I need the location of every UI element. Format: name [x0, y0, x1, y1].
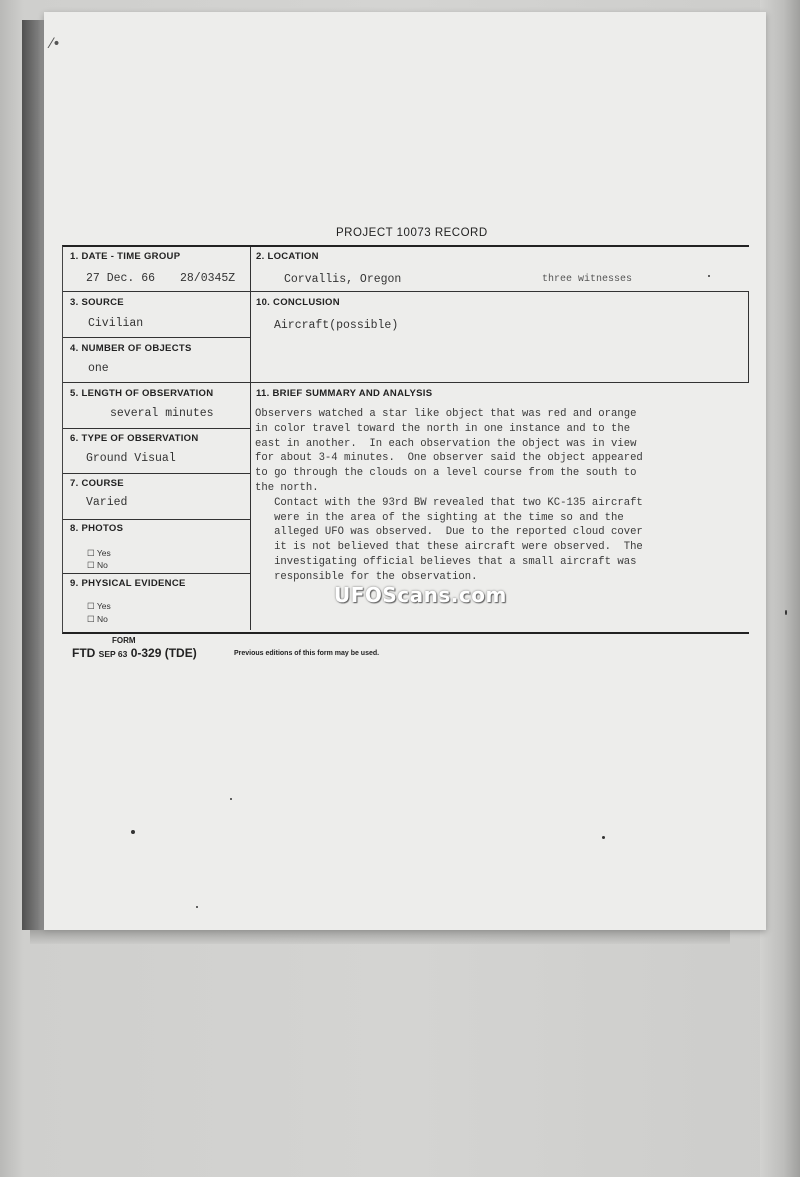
conclusion-label: 10. CONCLUSION	[256, 297, 340, 308]
physical-evidence-yes-label: Yes	[96, 601, 111, 611]
row-divider-1	[63, 291, 749, 292]
checkbox-icon: ☐	[87, 601, 95, 611]
photos-yes-label: Yes	[96, 548, 111, 558]
number-of-objects-value: one	[88, 362, 109, 375]
course-value: Varied	[86, 496, 128, 509]
physical-evidence-label: 9. PHYSICAL EVIDENCE	[70, 578, 186, 589]
scan-speck	[230, 798, 232, 800]
summary-line: Observers watched a star like object that was red and orange	[255, 408, 637, 420]
row-divider-7	[63, 573, 250, 574]
conclusion-value: Aircraft(possible)	[274, 319, 399, 332]
footer-form-word: FORM	[112, 636, 136, 645]
summary-line: east in another. In each observation the object was in view	[255, 437, 637, 450]
photos-no-label: No	[97, 560, 108, 570]
number-of-objects-label: 4. NUMBER OF OBJECTS	[70, 343, 192, 354]
checkbox-icon: ☐	[87, 560, 95, 570]
column-divider	[250, 247, 251, 630]
summary-line: Contact with the 93rd BW revealed that two KC-135 aircraft	[255, 496, 643, 509]
physical-evidence-no-option	[87, 614, 108, 625]
checkbox-icon: ☐	[87, 548, 95, 558]
form-number: 0-329 (TDE)	[130, 646, 197, 660]
length-of-observation-value: several minutes	[110, 407, 214, 420]
type-of-observation-label: 6. TYPE OF OBSERVATION	[70, 433, 199, 444]
page-shadow	[30, 930, 730, 944]
footer-note: Previous editions of this form may be used.	[234, 650, 380, 657]
right-border-upper	[748, 291, 749, 383]
row-divider-4	[63, 428, 250, 429]
summary-line: the north.	[255, 481, 319, 494]
row-divider-6	[63, 519, 250, 520]
date-value: 27 Dec. 66	[86, 272, 156, 285]
summary-line: responsible for the observation.	[255, 570, 478, 583]
time-value: 28/0345Z	[180, 272, 236, 285]
physical-evidence-yes-option	[87, 601, 111, 612]
checkbox-icon: ☐	[87, 614, 95, 624]
summary-line: alleged UFO was observed. Due to the reported cloud cover	[255, 526, 643, 539]
watermark: UFOScans.com	[334, 583, 507, 607]
scan-speck	[196, 906, 198, 908]
summary-text	[255, 407, 735, 585]
physical-evidence-no-label: No	[97, 614, 108, 624]
summary-line: for about 3-4 minutes. One observer said the object appeared	[255, 452, 643, 465]
row-divider-5	[63, 473, 250, 474]
type-of-observation-value: Ground Visual	[86, 452, 176, 465]
course-label: 7. COURSE	[70, 478, 124, 489]
location-note: three witnesses	[542, 274, 633, 285]
summary-line: to go through the clouds on a level course from the south to	[255, 467, 637, 480]
form-code: FTD	[72, 646, 96, 660]
scan-speck	[602, 836, 605, 839]
scan-speck	[131, 830, 135, 834]
photos-label: 8. PHOTOS	[70, 523, 124, 534]
location-label: 2. LOCATION	[256, 251, 319, 262]
row-divider-3	[63, 382, 749, 383]
photos-yes-option	[87, 548, 111, 559]
summary-label: 11. BRIEF SUMMARY AND ANALYSIS	[256, 388, 433, 399]
film-edge-right	[760, 0, 800, 1177]
summary-line: were in the area of the sighting at the time so and the	[255, 511, 624, 524]
date-time-label: 1. DATE - TIME GROUP	[70, 251, 181, 262]
scan-speck	[785, 610, 787, 615]
summary-line: investigating official believes that a small aircraft was	[255, 555, 637, 568]
form-date: SEP 63	[98, 649, 128, 659]
corner-mark: ⁄•	[50, 36, 61, 52]
source-label: 3. SOURCE	[70, 297, 124, 308]
source-value: Civilian	[88, 317, 144, 330]
location-value: Corvallis, Oregon	[284, 273, 402, 286]
photos-no-option	[87, 560, 108, 571]
summary-line: it is not believed that these aircraft were observed. The	[255, 541, 643, 554]
footer-form-code	[72, 646, 197, 660]
scan-speck	[708, 275, 710, 277]
length-of-observation-label: 5. LENGTH OF OBSERVATION	[70, 388, 214, 399]
record-title: PROJECT 10073 RECORD	[336, 227, 488, 239]
row-divider-2	[63, 337, 250, 338]
summary-line: in color travel toward the north in one instance and to the	[255, 422, 631, 435]
